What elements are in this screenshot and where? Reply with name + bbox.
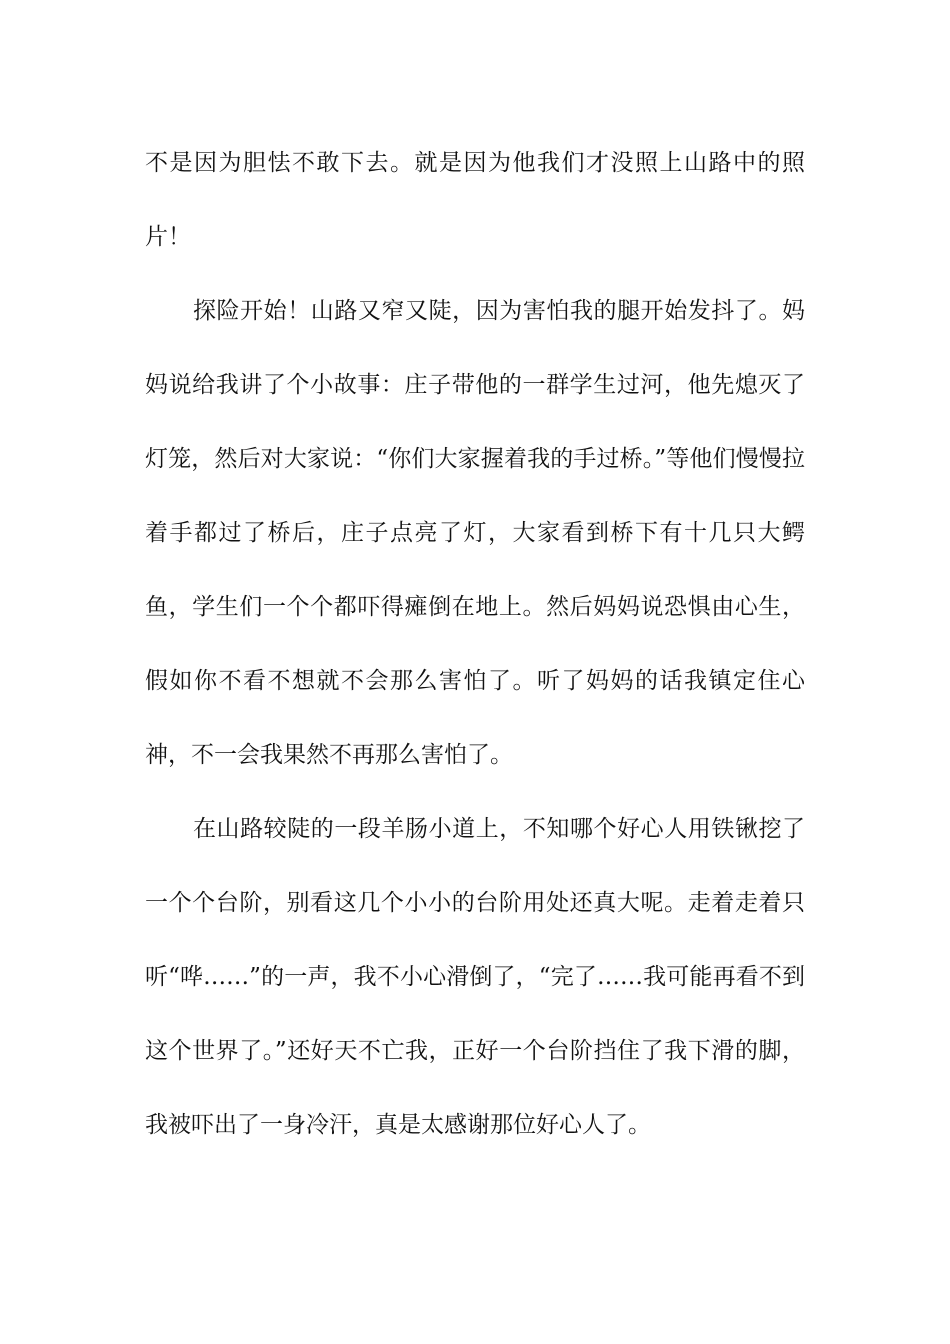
paragraph-continued: 不是因为胆怯不敢下去。就是因为他我们才没照上山路中的照片！ <box>145 150 805 250</box>
paragraph-adventure-start: 探险开始！山路又窄又陡，因为害怕我的腿开始发抖了。妈妈说给我讲了个小故事：庄子带他的一群学生过河，他先熄灭了灯笼，然后对大家说：“你们大家握着我的手过桥。”等他们慢慢拉着手都过了桥后，庄子点亮了灯，大家看到桥下有十几只大鳄鱼，学生们一个个都吓得瘫倒在地上。然后妈妈说恐惧由心生，假如你不看不想就不会那么害怕了。听了妈妈的话我镇定住心神，不一会我果然不再那么害怕了。 <box>145 298 805 768</box>
body-text <box>145 126 805 1162</box>
paragraph-steps-slip: 在山路较陡的一段羊肠小道上，不知哪个好心人用铁锹挖了一个个台阶，别看这几个小小的台阶用处还真大呢。走着走着只听“哗……”的一声，我不小心滑倒了，“完了……我可能再看不到这个世界了。”还好天不亡我，正好一个台阶挡住了我下滑的脚，我被吓出了一身冷汗，真是太感谢那位好心人了。 <box>145 816 805 1138</box>
